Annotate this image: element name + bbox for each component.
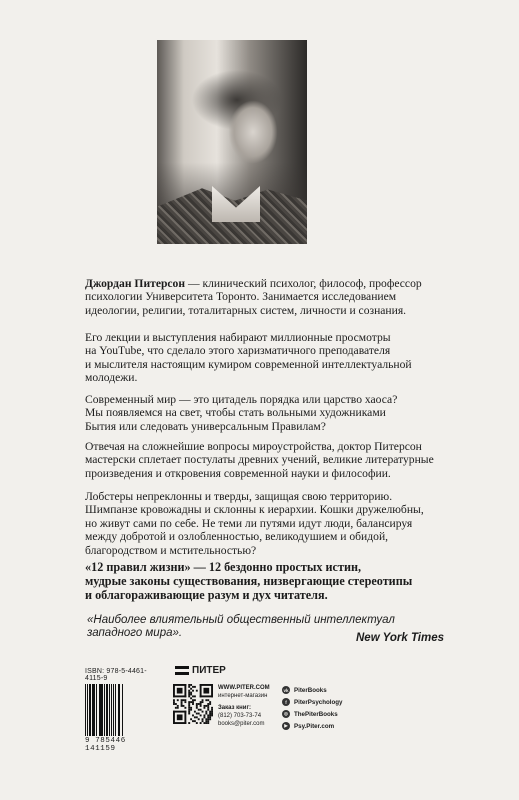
qr-module	[188, 709, 190, 711]
qr-module	[177, 688, 183, 694]
author-bio	[85, 277, 465, 317]
qr-code-icon	[173, 684, 213, 724]
qr-module	[207, 709, 209, 711]
qr-module	[173, 699, 175, 701]
qr-module	[194, 699, 196, 701]
qr-module	[209, 716, 211, 718]
text-line: Современный мир — это цитадель порядка или царство хаоса?	[85, 393, 398, 406]
qr-module	[188, 686, 190, 688]
text-line: на YouTube, что сделало этого харизматичного преподавателя	[85, 344, 391, 358]
youtube-icon: ▶	[282, 722, 290, 730]
slogan-line: и облагораживающие разум и дух читателя.	[85, 588, 328, 602]
text-line: мастерски сплетает постулаты древних учений, великие литературные	[85, 453, 434, 467]
qr-module	[175, 703, 177, 705]
author-name: Джордан Питерсон	[85, 277, 186, 290]
qr-module	[184, 701, 186, 703]
author-photo	[157, 40, 307, 244]
qr-module	[190, 709, 192, 711]
qr-module	[188, 722, 190, 724]
social-item-fb[interactable]	[282, 696, 343, 708]
qr-module	[192, 703, 194, 705]
qr-module	[207, 718, 209, 720]
qr-module	[184, 707, 186, 709]
qr-module	[209, 713, 211, 715]
social-item-yt[interactable]	[282, 720, 343, 732]
qr-module	[190, 707, 192, 709]
text-line: произведения и откровения современной науки и философии.	[85, 466, 391, 480]
qr-module	[188, 701, 190, 703]
qr-module	[188, 703, 190, 705]
piter-logo-icon	[175, 666, 189, 675]
qr-module	[188, 692, 190, 694]
barcode-block	[85, 668, 159, 753]
qr-module	[190, 692, 192, 694]
publisher-site[interactable]: WWW.PITER.COM	[218, 685, 270, 691]
publisher-logo	[175, 665, 226, 676]
qr-module	[188, 707, 190, 709]
qr-module	[203, 707, 205, 709]
qr-module	[188, 705, 190, 707]
qr-module	[173, 703, 175, 705]
qr-module	[188, 684, 190, 686]
qr-module	[192, 720, 194, 722]
qr-module	[198, 713, 200, 715]
qr-module	[205, 720, 207, 722]
qr-module	[188, 694, 190, 696]
barcode-digits: 9 785446 141159	[85, 737, 126, 753]
qr-module	[205, 718, 207, 720]
qr-module	[173, 711, 175, 724]
qr-module	[177, 707, 179, 709]
social-label: PiterPsychology	[294, 698, 343, 706]
qr-module	[192, 714, 194, 716]
qr-module	[200, 701, 202, 703]
qr-module	[196, 716, 198, 718]
order-label: Заказ книг:	[218, 705, 251, 711]
paragraph-lobsters	[85, 490, 465, 557]
qr-module	[211, 684, 213, 697]
qr-module	[194, 711, 196, 713]
qr-module	[207, 703, 209, 705]
qr-module	[196, 707, 198, 709]
qr-module	[181, 699, 183, 701]
qr-module	[173, 684, 186, 686]
publisher-phone: (812) 703-73-74	[218, 713, 262, 719]
text-line: Лобстеры непреклонны и тверды, защищая свою территорию.	[85, 490, 393, 503]
social-links	[282, 684, 343, 732]
qr-module	[188, 711, 190, 713]
qr-module	[205, 711, 207, 713]
qr-module	[177, 705, 179, 707]
qr-module	[205, 722, 207, 724]
qr-module	[200, 714, 202, 716]
qr-module	[194, 695, 196, 697]
paragraph-questions	[85, 393, 465, 433]
qr-module	[207, 716, 209, 718]
qr-module	[196, 713, 198, 715]
qr-module	[200, 684, 202, 697]
social-item-ig[interactable]	[282, 708, 343, 720]
qr-module	[203, 716, 205, 718]
qr-module	[209, 703, 211, 705]
text-line: Отвечая на сложнейшие вопросы мироустройства, доктор Питерсон	[85, 440, 422, 453]
qr-module	[181, 705, 183, 707]
facebook-icon: f	[282, 698, 290, 706]
qr-module	[196, 722, 198, 724]
text-line: но живут сами по себе. Не теми ли путями идут люди, балансируя	[85, 516, 413, 530]
qr-module	[209, 718, 211, 720]
qr-module	[203, 722, 205, 724]
social-item-vk[interactable]	[282, 684, 343, 696]
social-label: ThePiterBooks	[294, 710, 338, 718]
qr-module	[190, 684, 192, 686]
barcode-bars	[85, 684, 159, 736]
qr-module	[183, 699, 185, 701]
qr-module	[175, 707, 177, 709]
publisher-site-sub: интернет-магазин	[218, 693, 268, 699]
qr-module	[192, 701, 194, 703]
slogan	[85, 560, 465, 602]
text-line: и мыслителя настоящим кумиром современной интеллектуальной	[85, 357, 412, 371]
qr-module	[173, 684, 175, 697]
qr-module	[190, 718, 192, 720]
qr-module	[192, 699, 194, 701]
qr-module	[205, 705, 207, 707]
qr-module	[202, 720, 204, 722]
qr-module	[173, 701, 175, 703]
qr-module	[183, 705, 185, 707]
qr-module	[194, 686, 196, 688]
qr-module	[200, 695, 213, 697]
bio-line: психологии Университета Торонто. Занимается исследованием	[85, 290, 397, 304]
text-line: Его лекции и выступления набирают миллионные просмотры	[85, 331, 391, 344]
paragraph-answers	[85, 440, 465, 480]
qr-module	[196, 690, 198, 692]
qr-module	[205, 713, 207, 715]
qr-module	[190, 701, 192, 703]
qr-module	[207, 720, 209, 722]
qr-module	[198, 703, 200, 705]
vk-icon: vk	[283, 687, 289, 693]
qr-module	[211, 709, 213, 711]
qr-module	[203, 688, 209, 694]
qr-module	[177, 699, 179, 701]
qr-module	[181, 701, 183, 703]
qr-module	[196, 703, 198, 705]
press-quote-source: New York Times	[356, 632, 444, 644]
publisher-email[interactable]: books@piter.com	[218, 721, 265, 727]
qr-module	[200, 684, 213, 686]
qr-module	[207, 714, 209, 716]
qr-module	[192, 690, 194, 692]
bio-line: — клинический психолог, философ, профессор	[185, 277, 422, 290]
qr-module	[200, 705, 202, 707]
qr-module	[196, 705, 198, 707]
qr-module	[207, 699, 209, 701]
qr-module	[173, 722, 186, 724]
text-line: между добротой и озлобленностью, великодушием и обидой,	[85, 530, 389, 544]
qr-module	[192, 686, 194, 688]
qr-module	[190, 697, 192, 699]
qr-module	[173, 711, 186, 713]
qr-module	[188, 690, 190, 692]
qr-module	[202, 701, 204, 703]
isbn-text: ISBN: 978-5-4461-4115-9	[85, 668, 147, 682]
qr-module	[181, 703, 183, 705]
text-line: молодежи.	[85, 371, 138, 385]
qr-module	[200, 722, 202, 724]
qr-module	[200, 703, 202, 705]
qr-module	[211, 711, 213, 713]
qr-module	[211, 713, 213, 715]
qr-module	[194, 716, 196, 718]
qr-module	[202, 699, 204, 701]
press-quote: «Наиболее влиятельный общественный интеллектуал западного мира».	[87, 614, 395, 639]
qr-module	[184, 699, 186, 701]
qr-module	[192, 695, 194, 697]
qr-module	[177, 714, 183, 720]
text-line: Мы появляемся на свет, чтобы стать вольными художниками	[85, 406, 386, 420]
barcode-bar	[122, 684, 123, 736]
publisher-contacts	[218, 684, 270, 728]
qr-module	[188, 713, 190, 715]
qr-module	[190, 694, 192, 696]
text-line: Бытия или следовать универсальным Правилам?	[85, 419, 326, 433]
bio-line: идеологии, религии, тоталитарных систем, личности и сознания.	[85, 303, 407, 317]
qr-module	[198, 718, 200, 720]
qr-module	[202, 718, 204, 720]
qr-module	[211, 707, 213, 709]
qr-module	[207, 705, 209, 707]
qr-module	[209, 714, 211, 716]
qr-module	[209, 701, 211, 703]
qr-module	[202, 711, 204, 713]
qr-module	[200, 709, 202, 711]
instagram-icon: ◎	[282, 710, 290, 718]
qr-module	[188, 695, 190, 697]
slogan-line: мудрые законы существования, низвергающие стереотипы	[85, 574, 413, 588]
text-line: Шимпанзе кровожадны и склонны к иерархии. Кошки дружелюбны,	[85, 503, 424, 517]
qr-module	[205, 699, 207, 701]
qr-module	[207, 722, 209, 724]
social-label: PiterBooks	[294, 686, 327, 694]
social-label: Psy.Piter.com	[294, 722, 335, 730]
qr-module	[211, 714, 213, 716]
qr-module	[173, 695, 186, 697]
qr-module	[203, 705, 205, 707]
qr-module	[184, 711, 186, 724]
paragraph-lectures	[85, 331, 465, 385]
qr-module	[194, 720, 196, 722]
qr-module	[203, 714, 205, 716]
qr-module	[184, 684, 186, 697]
publisher-logo-text: ПИТЕР	[192, 665, 226, 676]
qr-module	[209, 711, 211, 713]
text-line: благородством и мстительностью?	[85, 543, 257, 557]
qr-module	[207, 707, 209, 709]
slogan-line: «12 правил жизни» — 12 бездонно простых истин,	[85, 560, 362, 574]
qr-module	[198, 709, 200, 711]
qr-module	[190, 688, 192, 690]
